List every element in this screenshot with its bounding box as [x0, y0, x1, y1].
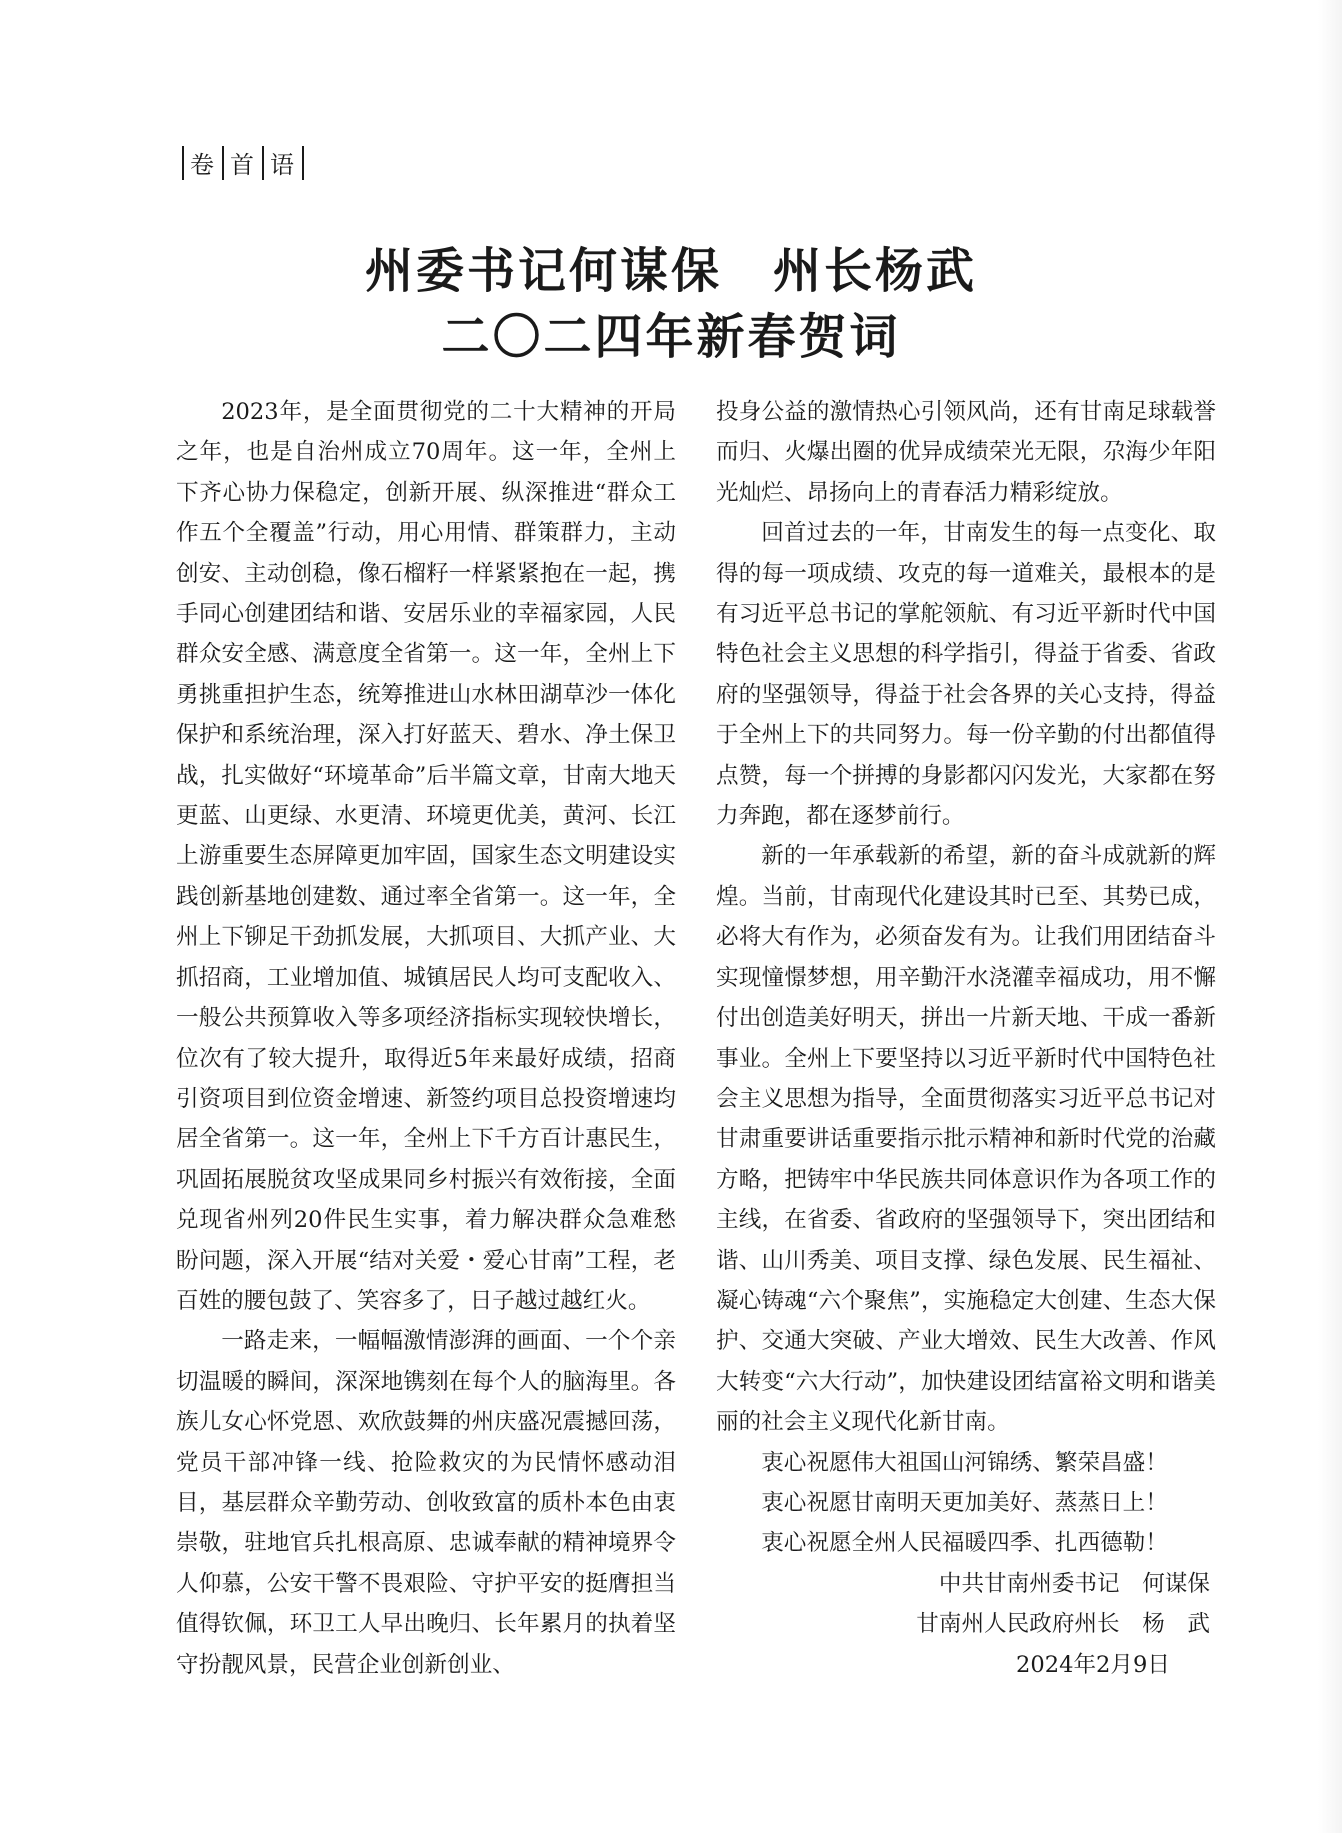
article-title [0, 238, 1342, 370]
divider-bar [222, 146, 224, 180]
divider-bar [302, 146, 304, 180]
left-column [176, 392, 676, 1685]
body-paragraph: 2023年，是全面贯彻党的二十大精神的开局之年，也是自治州成立70周年。这一年，全州上下齐心协力保稳定，创新开展、纵深推进“群众工作五个全覆盖”行动，用心用情、群策群力，主动创安、主动创稳，像石榴籽一样紧紧抱在一起，携手同心创建团结和谐、安居乐业的幸福家园，人民群众安全感、满意度全省第一。这一年，全州上下勇挑重担护生态，统筹推进山水林田湖草沙一体化保护和系统治理，深入打好蓝天、碧水、净土保卫战，扎实做好“环境革命”后半篇文章，甘南大地天更蓝、山更绿、水更清、环境更优美，黄河、长江上游重要生态屏障更加牢固，国家生态文明建设实践创新基地创建数、通过率全省第一。这一年，全州上下铆足干劲抓发展，大抓项目、大抓产业、大抓招商，工业增加值、城镇居民人均可支配收入、一般公共预算收入等多项经济指标实现较快增长，位次有了较大提升，取得近5年来最好成绩，招商引资项目到位资金增速、新签约项目总投资增速均居全省第一。这一年，全州上下千方百计惠民生，巩固拓展脱贫攻坚成果同乡村振兴有效衔接，全面兑现省州列20件民生实事，着力解决群众急难愁盼问题，深入开展“结对关爱・爱心甘南”工程，老百姓的腰包鼓了、笑容多了，日子越过越红火。 [176, 399, 676, 1314]
divider-bar [262, 146, 264, 180]
section-label-char: 首 [230, 151, 256, 179]
body-paragraph: 一路走来，一幅幅激情澎湃的画面、一个个亲切温暖的瞬间，深深地镌刻在每个人的脑海里。各族儿女心怀党恩、欢欣鼓舞的州庆盛况震撼回荡，党员干部冲锋一线、抢险救灾的为民情怀感动泪目，基层群众辛勤劳动、创收致富的质朴本色由衷崇敬，驻地官兵扎根高原、忠诚奉献的精神境界令人仰慕，公安干警不畏艰险、守护平安的挺膺担当值得钦佩，环卫工人早出晚归、长年累月的执着坚守扮靓风景，民营企业创新创业、 [176, 1328, 676, 1678]
wish-line: 衷心祝愿全州人民福暖四季、扎西德勒！ [761, 1530, 1168, 1557]
section-label-char: 语 [270, 151, 296, 179]
signature-governor: 甘南州人民政府州长 杨 武 [916, 1611, 1210, 1638]
title-line-1: 州委书记何谋保 州长杨武 [364, 243, 977, 299]
page-edge-shadow [1318, 0, 1342, 1833]
signing-date: 2024年2月9日 [1015, 1651, 1170, 1678]
signature-party-secretary: 中共甘南州委书记 何谋保 [938, 1570, 1210, 1597]
section-label-char: 卷 [190, 151, 216, 179]
wish-line: 衷心祝愿甘南明天更加美好、蒸蒸日上！ [761, 1489, 1168, 1516]
section-label [176, 145, 310, 180]
right-column [716, 392, 1216, 1685]
divider-bar [182, 146, 184, 180]
wish-line: 衷心祝愿伟大祖国山河锦绣、繁荣昌盛！ [761, 1449, 1168, 1476]
body-paragraph-continued: 投身公益的激情热心引领风尚，还有甘南足球载誉而归、火爆出圈的优异成绩荣光无限，尕海少年阳光灿烂、昂扬向上的青春活力精彩绽放。 [716, 399, 1216, 506]
title-line-2: 二〇二四年新春贺词 [441, 309, 901, 365]
body-paragraph: 新的一年承载新的希望，新的奋斗成就新的辉煌。当前，甘南现代化建设其时已至、其势已成，必将大有作为，必须奋发有为。让我们用团结奋斗实现憧憬梦想，用辛勤汗水浇灌幸福成功，用不懈付出创造美好明天，拼出一片新天地、干成一番新事业。全州上下要坚持以习近平新时代中国特色社会主义思想为指导，全面贯彻落实习近平总书记对甘肃重要讲话重要指示批示精神和新时代党的治藏方略，把铸牢中华民族共同体意识作为各项工作的主线，在省委、省政府的坚强领导下，突出团结和谐、山川秀美、项目支撑、绿色发展、民生福祉、凝心铸魂“六个聚焦”，实施稳定大创建、生态大保护、交通大突破、产业大增效、民生大改善、作风大转变“六大行动”，加快建设团结富裕文明和谐美丽的社会主义现代化新甘南。 [716, 843, 1216, 1436]
body-paragraph: 回首过去的一年，甘南发生的每一点变化、取得的每一项成绩、攻克的每一道难关，最根本的是有习近平总书记的掌舵领航、有习近平新时代中国特色社会主义思想的科学指引，得益于省委、省政府的坚强领导，得益于社会各界的关心支持，得益于全州上下的共同努力。每一份辛勤的付出都值得点赞，每一个拼搏的身影都闪闪发光，大家都在努力奔跑，都在逐梦前行。 [716, 520, 1216, 830]
